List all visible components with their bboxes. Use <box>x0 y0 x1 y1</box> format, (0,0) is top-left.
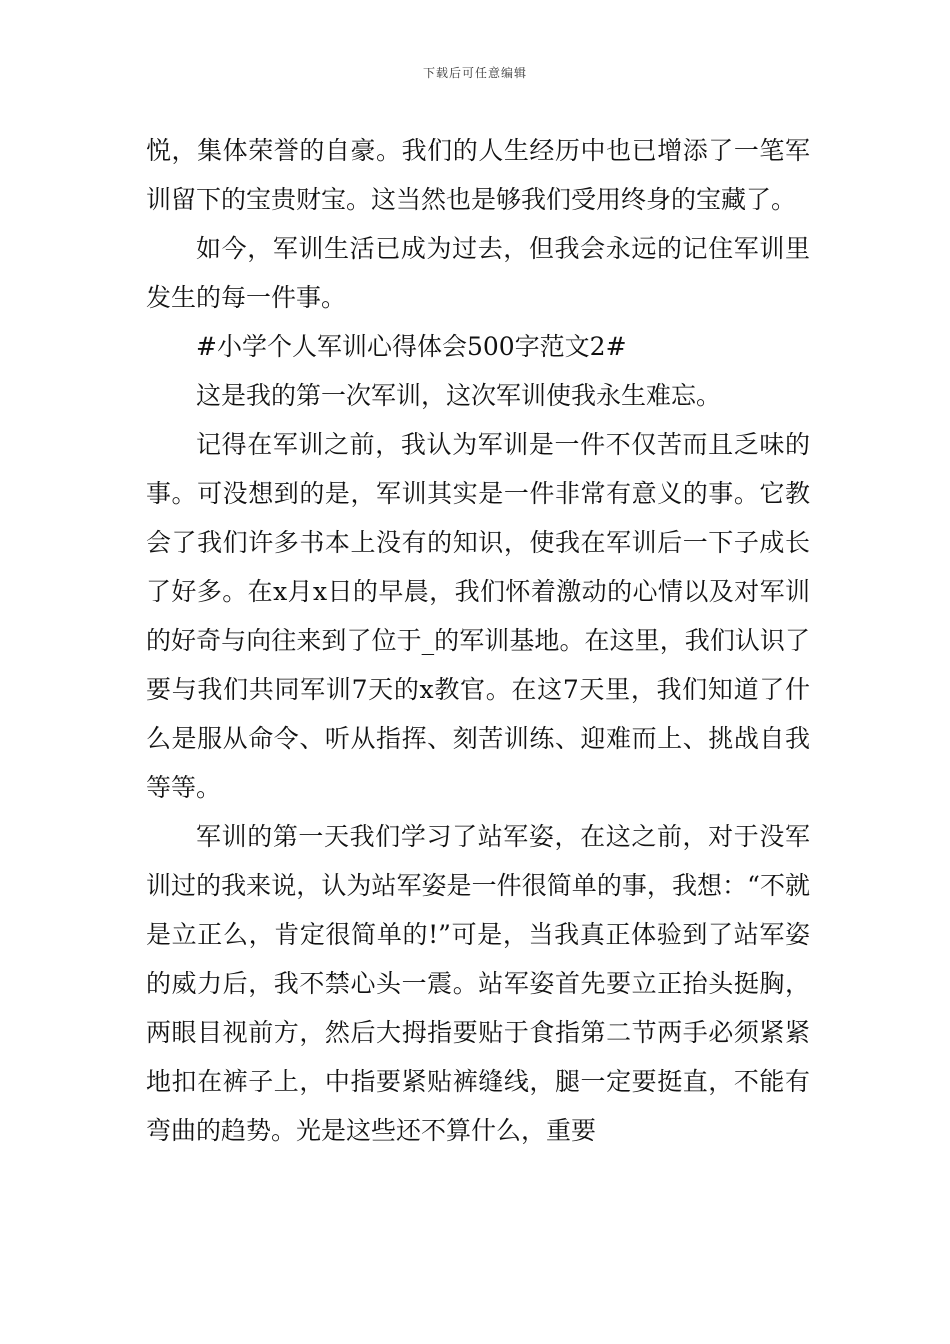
paragraph-5: 军训的第一天我们学习了站军姿，在这之前，对于没军训过的我来说，认为站军姿是一件很简单的事，我想：“不就是立正么，肯定很简单的!”可是，当我真正体验到了站军姿的威力后，我不禁心头一震。站军姿首先要立正抬头挺胸，两眼目视前方，然后大拇指要贴于食指第二节两手必须紧紧地扣在裤子上，中指要紧贴裤缝线，腿一定要挺直，不能有弯曲的趋势。光是这些还不算什么，重要 <box>146 822 810 1145</box>
paragraph-2: 如今，军训生活已成为过去，但我会永远的记住军训里发生的每一件事。 <box>146 234 810 312</box>
page-header: 下载后可任意编辑 <box>422 66 527 80</box>
section-heading: #小学个人军训心得体会500字范文2# <box>196 332 627 361</box>
paragraph-1: 悦，集体荣誉的自豪。我们的人生经历中也已增添了一笔军训留下的宝贵财宝。这当然也是够我们受用终身的宝藏了。 <box>146 136 810 214</box>
document-body <box>146 126 810 1155</box>
paragraph-3: 这是我的第一次军训，这次军训使我永生难忘。 <box>196 381 722 410</box>
paragraph-4: 记得在军训之前，我认为军训是一件不仅苦而且乏味的事。可没想到的是，军训其实是一件非常有意义的事。它教会了我们许多书本上没有的知识，使我在军训后一下子成长了好多。在x月x日的早晨，我们怀着激动的心情以及对军训的好奇与向往来到了位于_的军训基地。在这里，我们认识了要与我们共同军训7天的x教官。在这7天里，我们知道了什么是服从命令、听从指挥、刻苦训练、迎难而上、挑战自我等等。 <box>146 430 810 802</box>
